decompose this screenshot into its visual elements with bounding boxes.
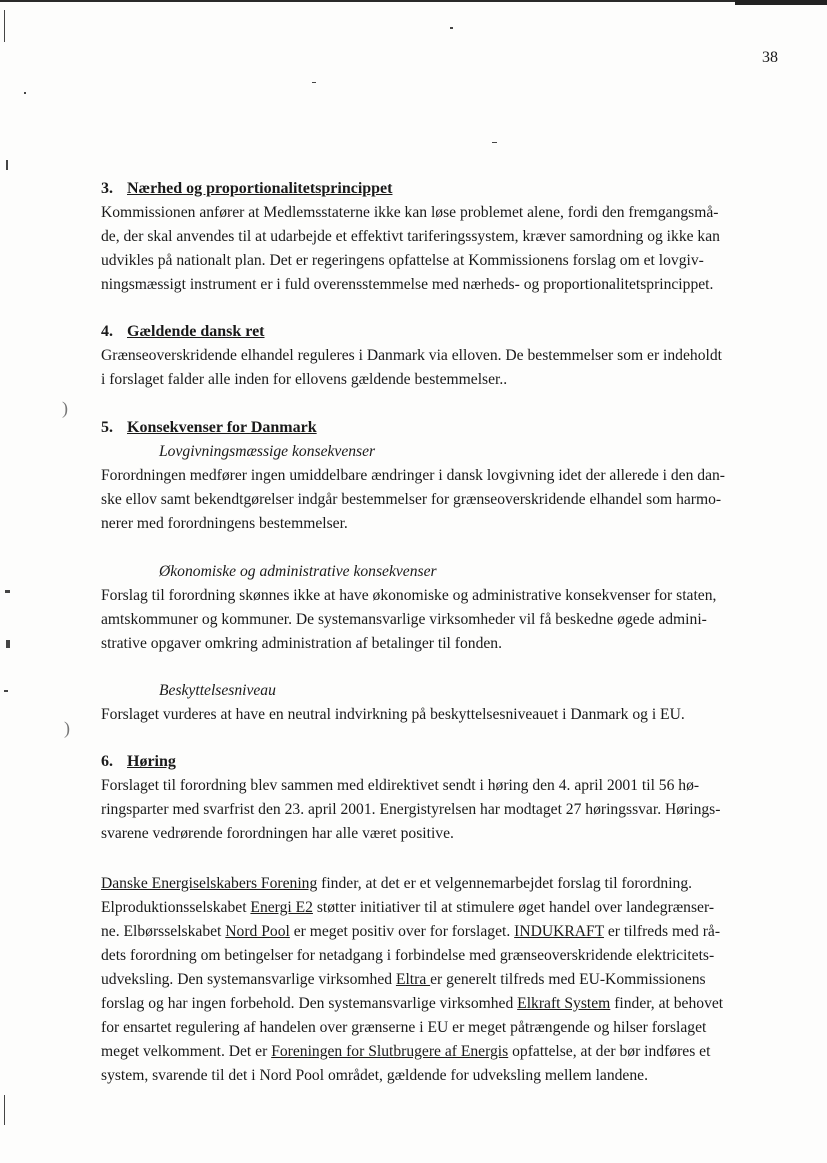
text-run: meget velkomment. Det er (101, 1043, 272, 1060)
section-title: Konsekvenser for Danmark (127, 419, 317, 436)
paragraph (101, 584, 781, 656)
text-line (101, 992, 781, 1016)
page-number: 38 (762, 49, 778, 66)
text-line: ske ellov samt bekendtgørelser indgår bestemmelser for grænseoverskridende elhandel som harmo- (101, 491, 722, 508)
text-line: de, der skal anvendes til at udarbejde et effektivt tariferingssystem, kræver samordning og ikke kan (101, 228, 720, 245)
organization-name: Energi E2 (250, 899, 313, 916)
text-run: finder, at det er et velgennemarbejdet forslag til forordning. (317, 875, 693, 892)
section-number: 4. (101, 323, 113, 340)
section-3 (101, 177, 781, 297)
organization-name: Danske Energiselskabers Forening (101, 875, 318, 892)
text-line: for ensartet regulering af handelen over grænserne i EU er meget påtrængende og hilser forslaget (101, 1019, 707, 1036)
paragraph (101, 464, 781, 536)
paragraph (101, 344, 781, 392)
scan-speck (6, 640, 10, 648)
text-line: Forordningen medfører ingen umiddelbare ændringer i dansk lovgivning idet der allerede i den dan- (101, 467, 726, 484)
text-line: nerer med forordningens bestemmelser. (101, 515, 348, 532)
scan-speck (4, 10, 5, 42)
paragraph (101, 201, 781, 297)
text-line: Kommissionen anfører at Medlemsstaterne ikke kan løse problemet alene, fordi den fremgangsmå- (101, 204, 719, 221)
scan-speck (24, 92, 26, 94)
text-line: ningsmæssigt instrument er i fuld overensstemmelse med nærheds- og proportionalitetsprincippet. (101, 276, 714, 293)
organization-name: INDUKRAFT (514, 923, 604, 940)
section-number: 6. (101, 753, 113, 770)
section-heading (101, 750, 781, 774)
text-line (101, 920, 781, 944)
organization-name: Nord Pool (225, 923, 290, 940)
text-line (101, 896, 781, 920)
text-run: ne. Elbørsselskabet (101, 923, 226, 940)
scan-speck (5, 590, 10, 593)
scan-speck (450, 27, 453, 29)
section-heading (101, 416, 781, 440)
text-line: Grænseoverskridende elhandel reguleres i Danmark via elloven. De bestemmelser som er indeholdt (101, 347, 722, 364)
scan-speck (492, 142, 497, 143)
section-title: Høring (127, 753, 176, 770)
text-line: i forslaget falder alle inden for ellovens gældende bestemmelser.. (101, 371, 508, 388)
scan-top-border-corner (735, 0, 827, 5)
section-number: 5. (101, 419, 113, 436)
text-line: Forslaget til forordning blev sammen med eldirektivet sendt i høring den 4. april 2001 til 56 hø- (101, 777, 700, 794)
organization-name: Foreningen for Slutbrugere af Energis (271, 1043, 509, 1060)
scan-margin-arc: ) (62, 398, 68, 418)
text-line (101, 872, 781, 896)
text-line: dets forordning om betingelser for netadgang i forbindelse med grænseoverskridende elektricitets- (101, 947, 715, 964)
text-line: ringsparter med svarfrist den 23. april 2001. Energistyrelsen har modtaget 27 høringssvar. Hørings- (101, 801, 721, 818)
scan-speck (4, 1095, 5, 1125)
text-line (101, 968, 781, 992)
subsection-title: Økonomiske og administrative konsekvenser (159, 563, 437, 580)
organization-name: Eltra (395, 971, 431, 988)
scan-top-border (0, 0, 827, 2)
text-line (101, 1040, 781, 1064)
text-line: strative opgaver omkring administration af betalinger til fonden. (101, 635, 502, 652)
section-6 (101, 750, 781, 846)
section-heading (101, 320, 781, 344)
subsection-title: Beskyttelsesniveau (159, 682, 276, 699)
section-4 (101, 320, 781, 392)
section-heading (101, 177, 781, 201)
consultation-responses (101, 872, 781, 1088)
subsection-title: Lovgivningsmæssige konsekvenser (159, 443, 376, 460)
scan-margin-arc: ) (64, 718, 70, 738)
scan-speck (4, 690, 8, 692)
text-run: Elproduktionsselskabet (101, 899, 251, 916)
text-line: system, svarende til det i Nord Pool området, gældende for udveksling mellem landene. (101, 1067, 648, 1084)
text-run: forslag og har ingen forbehold. Den systemansvarlige virksomhed (101, 995, 518, 1012)
organization-name: Elkraft System (517, 995, 611, 1012)
paragraph (101, 774, 781, 846)
section-title: Gældende dansk ret (127, 323, 265, 340)
subsection-economic (101, 560, 781, 656)
text-run: støtter initiativer til at stimulere øget handel over landegrænser- (312, 899, 715, 916)
paragraph (101, 703, 781, 727)
text-run: finder, at behovet (610, 995, 724, 1012)
text-run: er tilfreds med rå- (603, 923, 721, 940)
text-run: er meget positiv over for forslaget. (289, 923, 515, 940)
text-line: Forslaget vurderes at have en neutral indvirkning på beskyttelsesniveauet i Danmark og i EU. (101, 706, 685, 723)
section-5 (101, 416, 781, 536)
text-line: udvikles på nationalt plan. Det er regeringens opfattelse at Kommissionens forslag om et lovgiv- (101, 252, 704, 269)
scan-speck (312, 82, 316, 83)
subsection-protection (101, 679, 781, 727)
text-run: opfattelse, at der bør indføres et (508, 1043, 711, 1060)
section-number: 3. (101, 180, 113, 197)
text-line: svarene vedrørende forordningen har alle været positive. (101, 825, 454, 842)
text-line: amtskommuner og kommuner. De systemansvarlige virksomheder vil få beskedne øgede admini- (101, 611, 707, 628)
section-title: Nærhed og proportionalitetsprincippet (127, 180, 393, 197)
text-run: er generelt tilfreds med EU-Kommissionens (430, 971, 706, 988)
text-line: Forslag til forordning skønnes ikke at have økonomiske og administrative konsekvenser for staten, (101, 587, 717, 604)
text-run: udveksling. Den systemansvarlige virksomhed (101, 971, 396, 988)
scan-speck (6, 160, 8, 170)
